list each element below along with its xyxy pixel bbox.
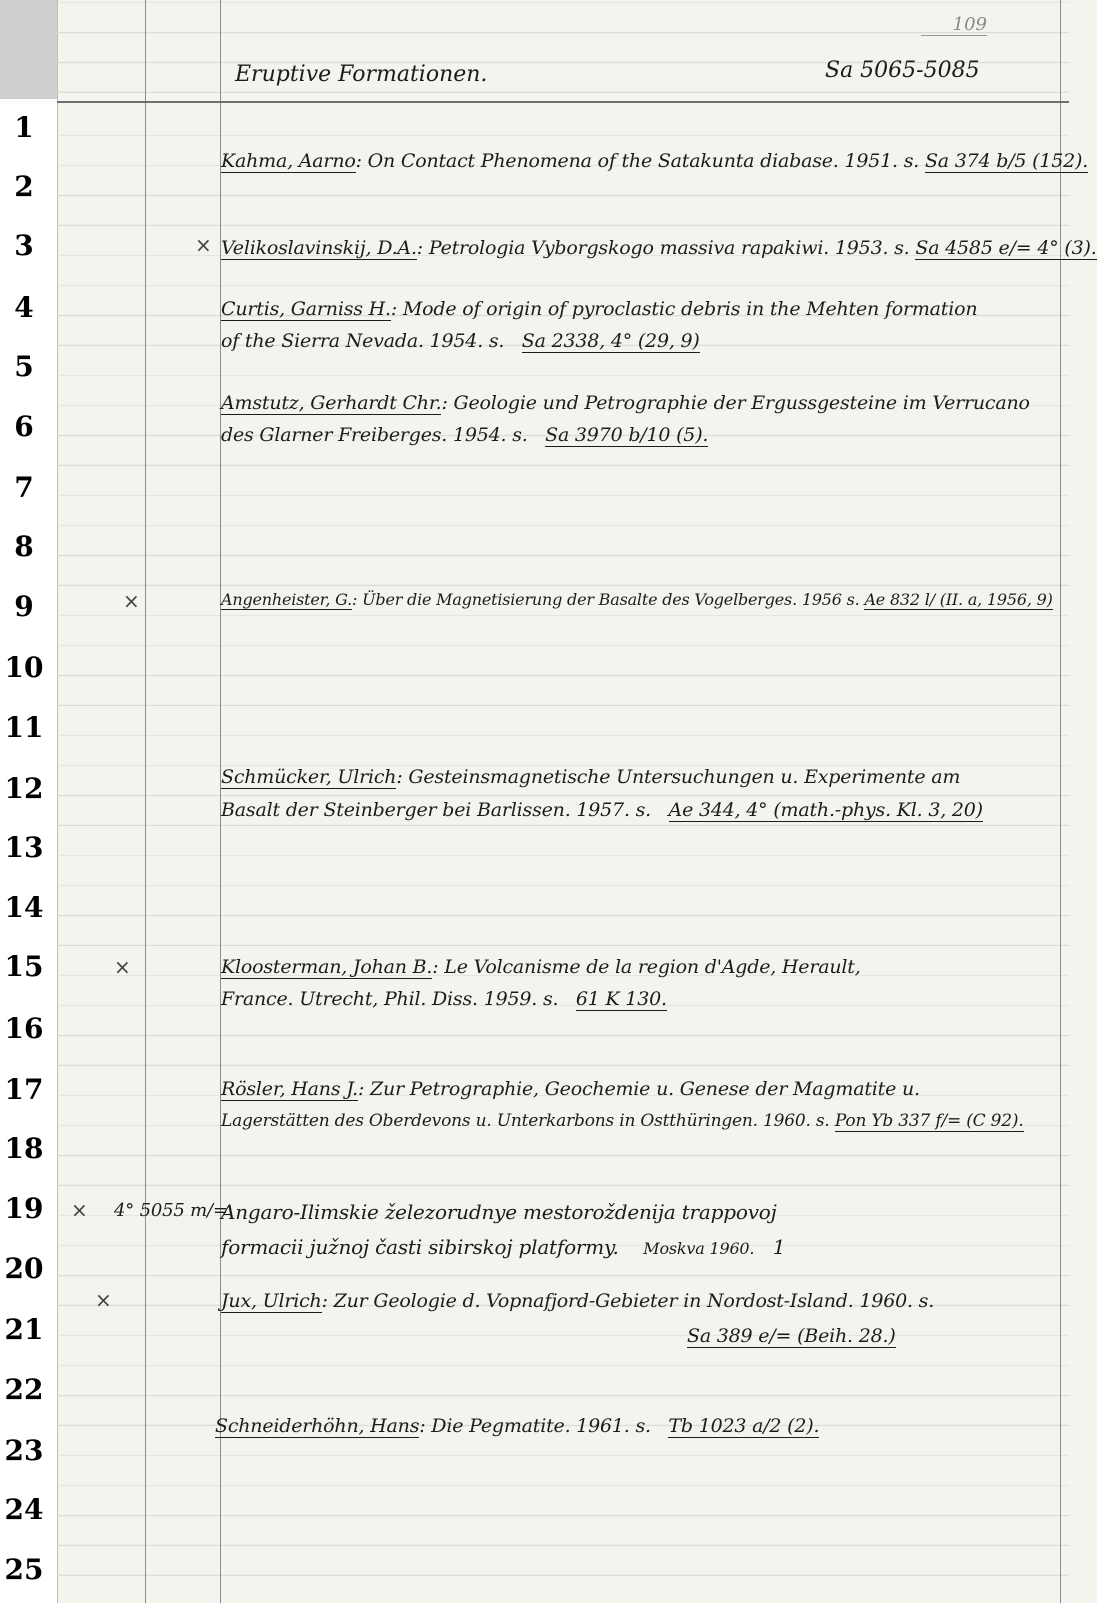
line-number: 5: [14, 350, 34, 383]
line-number: 19: [4, 1192, 44, 1225]
line-number: 6: [14, 410, 34, 443]
entry-signature: Sa 4585 e/= 4° (3).: [915, 237, 1097, 259]
catalog-entry: [215, 1415, 819, 1437]
catalog-entry-continued: [221, 1111, 1024, 1131]
entry-text: formacii južnoj časti sibirskoj platformy.: [221, 1235, 619, 1259]
catalog-entry-continued: [221, 424, 708, 446]
line-number: 24: [4, 1493, 44, 1526]
entry-signature: 61 K 130.: [575, 988, 667, 1010]
catalog-entry-continued: [221, 988, 667, 1010]
line-number: 20: [4, 1252, 44, 1285]
catalog-entry: [221, 766, 960, 788]
entry-author: Kahma, Aarno: [221, 150, 356, 172]
entry-text: : Über die Magnetisierung der Basalte des Vogelberges. 1956 s.: [352, 590, 860, 609]
check-mark: ×: [123, 589, 140, 613]
line-number: 9: [14, 590, 34, 623]
signature-range: Sa 5065-5085: [825, 58, 980, 83]
catalog-entry: [221, 150, 1088, 172]
line-number: 3: [14, 229, 34, 262]
page-number: 109: [921, 14, 987, 36]
entry-signature: Sa 2338, 4° (29, 9): [521, 330, 700, 352]
entry-text: : Geologie und Petrographie der Ergussgesteine im Verrucano: [441, 392, 1030, 414]
line-number: 2: [14, 170, 34, 203]
line-number: 23: [4, 1434, 44, 1467]
entry-signature: Tb 1023 a/2 (2).: [668, 1415, 820, 1437]
entry-author: Rösler, Hans J.: [221, 1078, 358, 1100]
line-number: 15: [4, 950, 44, 983]
entry-author: Schneiderhöhn, Hans: [215, 1415, 420, 1437]
entry-signature: Ae 832 l/ (II. a, 1956, 9): [864, 590, 1053, 609]
check-mark: ×: [114, 955, 131, 979]
entry-text: Lagerstätten des Oberdevons u. Unterkarbons in Ostthüringen. 1960. s.: [221, 1111, 830, 1131]
line-number: 13: [4, 831, 44, 864]
entry-author: Jux, Ulrich: [221, 1290, 322, 1312]
line-number: 17: [4, 1073, 44, 1106]
entry-author: Schmücker, Ulrich: [221, 766, 397, 788]
entry-text: : Le Volcanisme de la region d'Agde, Herault,: [432, 956, 861, 978]
line-number-gutter: [0, 0, 58, 1603]
entry-text: Basalt der Steinberger bei Barlissen. 1957. s.: [221, 799, 652, 821]
check-mark: ×: [95, 1288, 112, 1312]
margin-rule: [145, 0, 146, 1603]
entry-text: : Petrologia Vyborgskogo massiva rapakiwi. 1953. s.: [416, 237, 910, 259]
entry-text: : Zur Petrographie, Geochemie u. Genese der Magmatite u.: [358, 1078, 920, 1100]
catalog-entry: [221, 956, 861, 978]
line-number: 14: [4, 891, 44, 924]
entry-author: Velikoslavinskij, D.A.: [221, 237, 417, 259]
entry-text: : Gesteinsmagnetische Untersuchungen u. Experimente am: [396, 766, 961, 788]
catalog-entry: [221, 1078, 920, 1100]
entry-author: Kloosterman, Johan B.: [221, 956, 433, 978]
catalog-entry: [221, 590, 1053, 609]
line-number: 11: [4, 711, 44, 744]
ledger-page: [57, 0, 1097, 1603]
entry-signature: Sa 3970 b/10 (5).: [545, 424, 709, 446]
line-number: 12: [4, 772, 44, 805]
entry-text: of the Sierra Nevada. 1954. s.: [221, 330, 505, 352]
entry-text: des Glarner Freiberges. 1954. s.: [221, 424, 528, 446]
header-rule: [57, 101, 1069, 103]
catalog-entry: [221, 237, 1097, 259]
line-number: 22: [4, 1373, 44, 1406]
entry-text: : On Contact Phenomena of the Satakunta diabase. 1951. s.: [355, 150, 920, 172]
gutter-header: [0, 0, 57, 99]
check-mark: ×: [71, 1198, 88, 1222]
line-number: 1: [14, 111, 34, 144]
catalog-entry-continued: [221, 330, 700, 352]
catalog-entry: Angaro-Ilimskie železorudnye mestoroždenija trappovoj: [221, 1200, 777, 1224]
catalog-entry: [221, 298, 977, 320]
entry-author: Angenheister, G.: [221, 590, 353, 609]
entry-text: : Zur Geologie d. Vopnafjord-Gebieter in Nordost-Island. 1960. s.: [321, 1290, 935, 1312]
check-mark: ×: [195, 233, 212, 257]
entry-author: Curtis, Garniss H.: [221, 298, 391, 320]
entry-signature: Ae 344, 4° (math.-phys. Kl. 3, 20): [668, 799, 983, 821]
entry-count: 1: [772, 1235, 786, 1259]
entry-text: : Mode of origin of pyroclastic debris in the Mehten formation: [390, 298, 978, 320]
entry-text: France. Utrecht, Phil. Diss. 1959. s.: [221, 988, 559, 1010]
entry-text: : Die Pegmatite. 1961. s.: [419, 1415, 651, 1437]
catalog-entry-continued: [687, 1325, 896, 1347]
line-number: 8: [14, 530, 34, 563]
line-number: 7: [14, 471, 34, 504]
entry-author: Amstutz, Gerhardt Chr.: [221, 392, 442, 414]
entry-signature: Sa 389 e/= (Beih. 28.): [687, 1325, 896, 1347]
catalog-entry: [221, 1290, 934, 1312]
catalog-entry: [221, 392, 1030, 414]
line-number: 25: [4, 1553, 44, 1586]
page-title: Eruptive Formationen.: [235, 62, 488, 87]
catalog-entry-continued: [221, 799, 983, 821]
line-number: 16: [4, 1012, 44, 1045]
entry-signature: Sa 374 b/5 (152).: [924, 150, 1089, 172]
entry-call-number: 4° 5055 m/=: [114, 1200, 228, 1221]
line-number: 10: [4, 651, 44, 684]
entry-imprint: Moskva 1960.: [643, 1239, 755, 1258]
catalog-entry-continued: [221, 1235, 785, 1259]
line-number: 21: [4, 1313, 44, 1346]
line-number: 18: [4, 1132, 44, 1165]
entry-signature: Pon Yb 337 f/= (C 92).: [834, 1111, 1024, 1131]
line-number: 4: [14, 291, 34, 324]
